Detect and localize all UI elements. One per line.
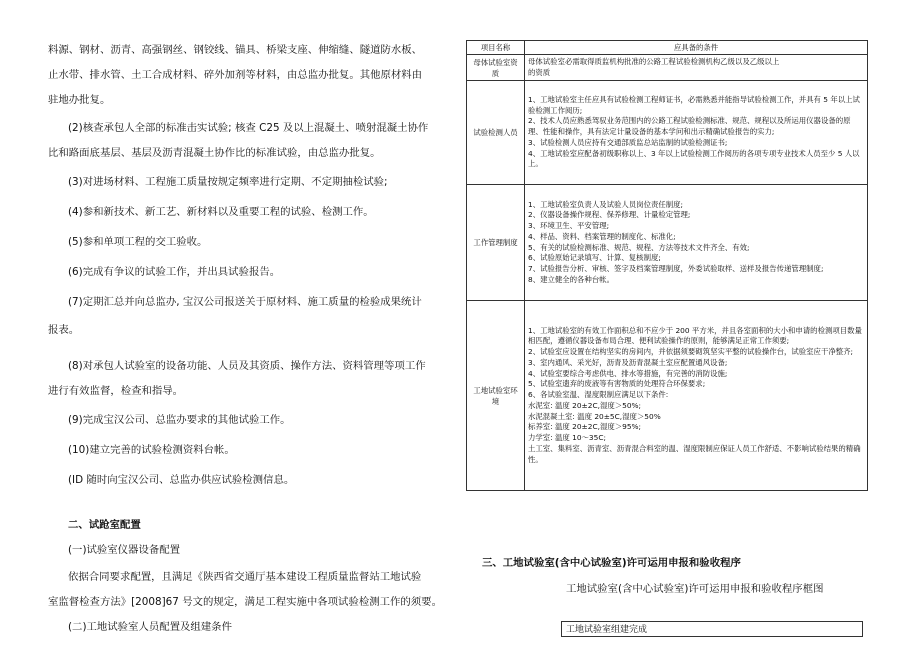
text-line: 依据合同要求配置，且满足《陕西省交通厅基本建设工程质量监督站工地试验: [68, 571, 422, 583]
content-line: 6、试验原始记录填写、计算、复核制度;: [528, 253, 661, 263]
header-cell: 应具备的条件: [525, 41, 868, 55]
text-line: 料源、钢材、沥青、高强钢丝、钢铰线、锚具、桥梁支座、伸缩缝、隧道防水板、: [48, 44, 423, 56]
section-3-title: 三、工地试验室(含中心试验室)许可运用申报和验收程序: [482, 557, 741, 569]
table-row: [467, 55, 868, 81]
content-line: 8、建立健全的各种台帐。: [528, 274, 615, 284]
table-row: [467, 185, 868, 301]
item-2: [48, 116, 440, 141]
flow-caption: 工地试验室(含中心试验室)许可运用申报和验收程序框图: [566, 583, 824, 595]
item-7: (7)定期汇总并向总监办, 宝汉公司报送关于原材料、施工质量的检验成果统计: [68, 296, 422, 308]
text-line: 驻地办批复。: [48, 94, 111, 106]
table-row: [467, 81, 868, 185]
content-line: 2、技术人员应熟悉驾驭业务范围内的公路工程试验检测标准、规范、规程以及所运用仪器设备的原理、性能和操作，具有法定计量设备的基本学问和出示精确试验报告的实力;: [528, 116, 851, 137]
content-line: 5、有关的试验检测标准、规范、规程、方法等技术文件齐全、有效;: [528, 242, 750, 252]
item-4: (4)参和新技术、新工艺、新材料以及重要工程的试验、检测工作。: [68, 206, 374, 218]
content-line: 6、各试验室温、湿度限制应满足以下条件:: [528, 390, 669, 400]
content-line: 水泥室: 温度 20±2C,湿度＞50%;: [528, 400, 642, 410]
content-line: 母体试验室必需取得质监机构批准的公路工程试验检测机构乙级以及乙级以上: [528, 56, 780, 66]
row-content-cell: [525, 301, 868, 491]
table-row: [467, 301, 868, 491]
text-line: (2)核查承包人全部的标准击实试验; 核查 C25 及以上混凝土、喷射混凝土协作: [68, 122, 429, 134]
content-line: 4、工地试验室应配备初级职称以上、3 年以上试验检测工作阅历的各项专项专业技术人员至少 5 人以上。: [528, 148, 860, 169]
text-line: 报表。: [48, 324, 80, 336]
content-line: 土工室、集料室、沥青室、沥青混合料室的温、湿度限制应保证人员工作舒适、不影响试验结果的精确性。: [528, 443, 861, 464]
item-10: (10)建立完善的试验检测资料台帐。: [68, 444, 235, 456]
content-line: 1、工地试验室的有效工作面积总和不应少于 200 平方米，并且各室面积的大小和申请的检测项目数量相匹配，遵循仪器设备布局合理、便利试验操作的原则，能够满足正常工作须要;: [528, 325, 862, 346]
text-line: 止水带、排水管、土工合成材料、碎外加剂等材料，由总监办批复。其他原材料由: [48, 69, 423, 81]
content-line: 4、试验室要综合考虑供电、排水等措施，有完善的消防设施;: [528, 368, 728, 378]
content-line: 1、工地试验室主任应具有试验检测工程师证书，必需熟悉并能指导试验检测工作，并具有 5 年以上试验检测工作阅历;: [528, 94, 860, 115]
row-name-cell: 试验检测人员: [467, 81, 525, 185]
row-content-cell: [525, 81, 868, 185]
content-line: 3、试验检测人员应持有交通部质监总站监制的试验检测证书;: [528, 137, 728, 147]
text-line: 比和路面底基层、基层及沥青混凝土协作比的标准试验，由总监办批复。: [48, 147, 381, 159]
text-line: 室监督检查方法》[2008]67 号文的规定，满足工程实施中各项试验检测工作的须要。: [48, 596, 442, 608]
row-content-cell: [525, 185, 868, 301]
content-line: 4、样品、资料、档案管理的制度化、标准化;: [528, 231, 676, 241]
content-line: 1、工地试验室负责人及试验人员岗位责任制度;: [528, 199, 684, 209]
content-line: 力学室: 温度 10～35C;: [528, 433, 606, 443]
row-name-cell: 工地试验室环境: [467, 301, 525, 491]
content-line: 3、室内通风、采光好，沥青及沥青混凝土室应配置通风设备;: [528, 357, 728, 367]
row-content-cell: [525, 55, 868, 81]
row-name-cell: 工作管理制度: [467, 185, 525, 301]
requirements-table: [466, 40, 868, 491]
content-line: 水泥混凝土室: 温度 20±5C,湿度＞50%: [528, 411, 661, 421]
item-6: (6)完成有争议的试验工作，并出具试验报告。: [68, 266, 281, 278]
content-line: 的资质: [528, 67, 551, 77]
intro-paragraph: [48, 38, 440, 113]
item-9: (9)完成宝汉公司、总监办要求的其他试验工作。: [68, 414, 291, 426]
content-line: 2、仪器设备操作规程、保养修理、计量检定管理;: [528, 210, 691, 220]
item-11: (ID 随时向宝汉公司、总监办供应试验检测信息。: [68, 474, 295, 486]
subsection-1-title: (一)试验室仪器设备配置: [68, 544, 181, 556]
content-line: 标养室: 温度 20±2C,湿度＞95%;: [528, 422, 642, 432]
table-header: [467, 41, 868, 55]
section-2-title: 二、试跄室配置: [68, 519, 141, 531]
item-3: (3)对进场材料、工程施工质量按规定频率进行定期、不定期抽检试验;: [68, 176, 388, 188]
text-line: 进行有效监督，检查和指导。: [48, 385, 184, 397]
content-line: 7、试验报告分析、审核、签字及档案管理制度，外委试验取样、送样及报告传递管理制度;: [528, 263, 824, 273]
left-column: [48, 38, 440, 640]
flow-box: 工地试验室组建完成: [561, 621, 863, 637]
item-8: (8)对承包人试验室的设备功能、人员及其资质、操作方法、资料管理等项工作: [68, 360, 426, 372]
header-cell: 项目名称: [467, 41, 525, 55]
row-name-cell: 母体试验室资质: [467, 55, 525, 81]
content-line: 3、环境卫生、平安管理;: [528, 221, 610, 231]
subsection-2-title: (二)工地试验室人员配置及组建条件: [68, 621, 232, 633]
content-line: 5、试验室遗弃的废液等有害物质的处理符合环保要求;: [528, 379, 706, 389]
item-5: (5)参和单项工程的交工验收。: [68, 236, 208, 248]
content-line: 2、试验室应设置在结构坚实的房间内，并依据须要砌筑坚实平整的试验操作台，试验室应干净整齐;: [528, 347, 853, 357]
